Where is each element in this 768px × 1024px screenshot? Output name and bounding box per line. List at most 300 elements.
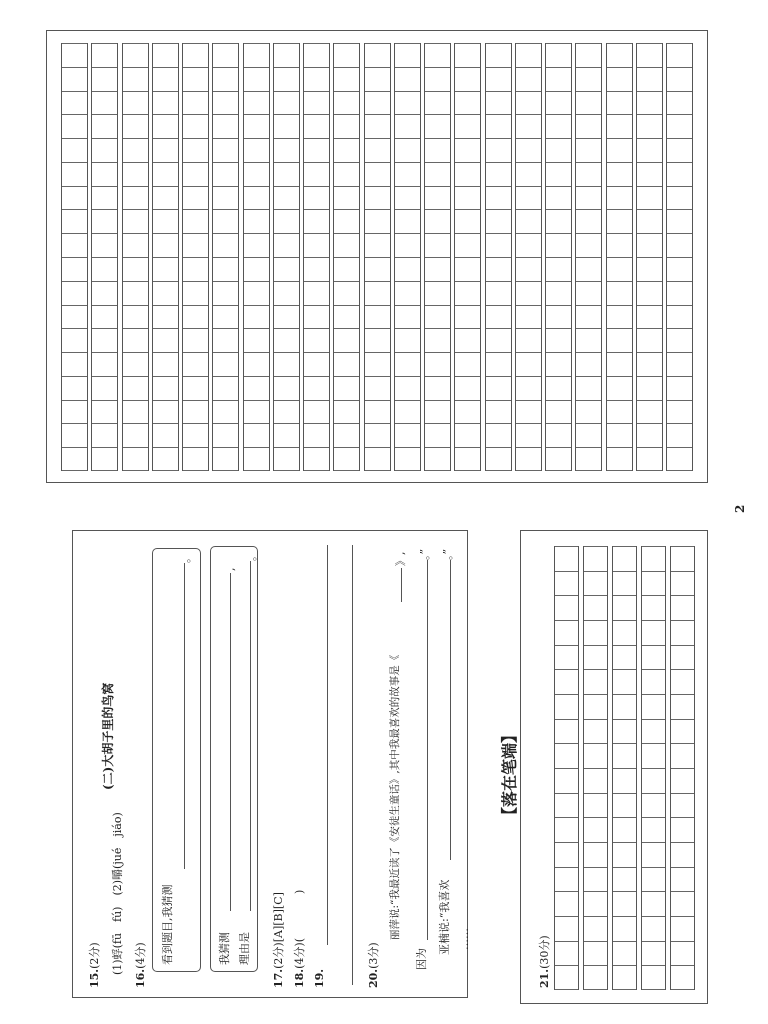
grid-cell (183, 352, 208, 376)
q20-line-4: …… (458, 928, 471, 950)
grid-cell (183, 376, 208, 400)
grid-cell (334, 447, 359, 471)
grid-cell (183, 281, 208, 305)
grid-cell (555, 965, 578, 990)
grid-cell (274, 423, 299, 447)
grid-cell (425, 305, 450, 329)
grid-cell (274, 186, 299, 210)
grid-cell (365, 400, 390, 424)
grid-column (273, 43, 300, 471)
grid-cell (92, 376, 117, 400)
grid-cell (62, 138, 87, 162)
grid-column (364, 43, 391, 471)
grid-cell (153, 43, 178, 67)
grid-cell (334, 67, 359, 91)
grid-cell (455, 233, 480, 257)
grid-cell (576, 257, 601, 281)
q20-score: (3分) (367, 942, 380, 969)
q20-blank-2 (427, 560, 428, 940)
grid-cell (365, 67, 390, 91)
grid-cell (637, 186, 662, 210)
grid-cell (395, 67, 420, 91)
grid-cell (637, 138, 662, 162)
q15-score: (2分) (88, 942, 101, 969)
grid-cell (671, 719, 694, 744)
grid-cell (334, 162, 359, 186)
grid-cell (555, 669, 578, 694)
grid-cell (153, 138, 178, 162)
grid-cell (244, 447, 269, 471)
grid-cell (455, 257, 480, 281)
grid-cell (92, 257, 117, 281)
grid-cell (395, 447, 420, 471)
grid-cell (584, 842, 607, 867)
grid-cell (274, 400, 299, 424)
grid-cell (516, 423, 541, 447)
grid-cell (274, 447, 299, 471)
q19-row (313, 969, 326, 988)
grid-cell (486, 257, 511, 281)
grid-cell (607, 400, 632, 424)
grid-cell (516, 186, 541, 210)
grid-cell (365, 257, 390, 281)
grid-cell (667, 376, 692, 400)
q20-line-2-end: 。” (418, 548, 431, 560)
grid-cell (516, 114, 541, 138)
grid-cell (576, 447, 601, 471)
grid-cell (584, 645, 607, 670)
grid-cell (365, 281, 390, 305)
grid-column (303, 43, 330, 471)
grid-cell (486, 186, 511, 210)
grid-cell (555, 694, 578, 719)
grid-column (182, 43, 209, 471)
grid-cell (555, 891, 578, 916)
grid-cell (667, 281, 692, 305)
grid-cell (613, 817, 636, 842)
grid-cell (455, 352, 480, 376)
grid-cell (486, 400, 511, 424)
q16-answer-line-3 (250, 561, 251, 911)
grid-cell (642, 620, 665, 645)
grid-cell (607, 43, 632, 67)
grid-cell (213, 352, 238, 376)
grid-cell (334, 352, 359, 376)
q17-row (270, 892, 286, 988)
grid-cell (213, 91, 238, 115)
grid-cell (274, 328, 299, 352)
grid-cell (425, 400, 450, 424)
grid-cell (244, 91, 269, 115)
grid-cell (274, 281, 299, 305)
grid-cell (516, 257, 541, 281)
grid-cell (274, 67, 299, 91)
writing-grid-bottom (554, 546, 695, 990)
grid-cell (576, 233, 601, 257)
grid-cell (584, 867, 607, 892)
grid-cell (62, 209, 87, 233)
grid-cell (455, 43, 480, 67)
grid-cell (62, 91, 87, 115)
q20-line-3-end: 。” (441, 548, 454, 560)
grid-cell (425, 257, 450, 281)
grid-cell (671, 793, 694, 818)
grid-cell (123, 114, 148, 138)
grid-cell (304, 186, 329, 210)
grid-cell (274, 233, 299, 257)
grid-cell (62, 257, 87, 281)
grid-cell (576, 67, 601, 91)
grid-cell (546, 114, 571, 138)
grid-cell (613, 546, 636, 571)
grid-cell (244, 43, 269, 67)
grid-cell (546, 281, 571, 305)
grid-cell (486, 138, 511, 162)
grid-cell (334, 233, 359, 257)
grid-cell (123, 209, 148, 233)
grid-cell (425, 209, 450, 233)
grid-cell (304, 257, 329, 281)
grid-cell (62, 423, 87, 447)
grid-cell (516, 162, 541, 186)
grid-cell (546, 352, 571, 376)
q21-label: 21. (538, 968, 551, 988)
grid-cell (183, 233, 208, 257)
grid-cell (671, 965, 694, 990)
grid-cell (642, 793, 665, 818)
grid-cell (455, 138, 480, 162)
grid-cell (516, 400, 541, 424)
grid-cell (667, 352, 692, 376)
grid-cell (62, 233, 87, 257)
grid-cell (365, 233, 390, 257)
grid-cell (613, 941, 636, 966)
grid-cell (395, 43, 420, 67)
grid-cell (92, 114, 117, 138)
writing-grid-panel-bottom (520, 530, 708, 1004)
grid-cell (671, 645, 694, 670)
grid-cell (365, 209, 390, 233)
grid-cell (546, 43, 571, 67)
grid-cell (637, 162, 662, 186)
grid-cell (667, 233, 692, 257)
grid-cell (365, 114, 390, 138)
grid-column (394, 43, 421, 471)
grid-cell (153, 376, 178, 400)
grid-cell (671, 620, 694, 645)
grid-cell (607, 91, 632, 115)
grid-cell (576, 43, 601, 67)
grid-cell (183, 328, 208, 352)
grid-cell (304, 138, 329, 162)
grid-cell (555, 768, 578, 793)
grid-cell (671, 571, 694, 596)
grid-column (670, 546, 695, 990)
grid-cell (304, 447, 329, 471)
grid-cell (425, 186, 450, 210)
grid-cell (546, 162, 571, 186)
grid-cell (92, 423, 117, 447)
grid-cell (334, 423, 359, 447)
grid-cell (123, 233, 148, 257)
grid-cell (92, 138, 117, 162)
grid-cell (334, 138, 359, 162)
q16-heading (132, 942, 148, 988)
grid-cell (613, 867, 636, 892)
grid-cell (455, 281, 480, 305)
grid-cell (584, 571, 607, 596)
grid-cell (642, 571, 665, 596)
q15-answer: (1)蜉(fū fú) (2)嚼(jué jiáo) (111, 812, 124, 975)
grid-cell (637, 423, 662, 447)
grid-cell (123, 400, 148, 424)
q21-score: (30分) (538, 935, 551, 969)
grid-cell (123, 447, 148, 471)
grid-cell (516, 328, 541, 352)
grid-cell (92, 447, 117, 471)
grid-cell (395, 423, 420, 447)
grid-cell (584, 620, 607, 645)
grid-cell (183, 447, 208, 471)
grid-cell (153, 91, 178, 115)
grid-cell (92, 328, 117, 352)
grid-cell (395, 162, 420, 186)
grid-cell (213, 257, 238, 281)
grid-cell (555, 842, 578, 867)
grid-cell (546, 233, 571, 257)
grid-cell (516, 43, 541, 67)
grid-cell (613, 571, 636, 596)
grid-cell (334, 186, 359, 210)
grid-cell (425, 162, 450, 186)
grid-cell (244, 281, 269, 305)
grid-cell (667, 67, 692, 91)
grid-cell (244, 423, 269, 447)
q16-answer-line-2 (230, 573, 231, 911)
q20-line-3: 亚楠说:“我喜欢 (438, 879, 451, 955)
grid-cell (123, 162, 148, 186)
grid-cell (213, 423, 238, 447)
grid-cell (304, 114, 329, 138)
grid-cell (62, 328, 87, 352)
grid-cell (584, 743, 607, 768)
grid-cell (455, 447, 480, 471)
grid-cell (637, 67, 662, 91)
grid-cell (455, 209, 480, 233)
q15-label: 15. (88, 968, 101, 988)
grid-cell (304, 91, 329, 115)
grid-column (575, 43, 602, 471)
grid-cell (584, 768, 607, 793)
grid-cell (183, 209, 208, 233)
grid-cell (667, 423, 692, 447)
grid-cell (486, 305, 511, 329)
grid-cell (546, 257, 571, 281)
grid-cell (153, 186, 178, 210)
grid-cell (642, 595, 665, 620)
grid-cell (244, 305, 269, 329)
grid-cell (123, 352, 148, 376)
grid-cell (455, 305, 480, 329)
grid-cell (637, 114, 662, 138)
grid-cell (667, 138, 692, 162)
grid-cell (546, 91, 571, 115)
grid-cell (334, 305, 359, 329)
grid-cell (153, 162, 178, 186)
grid-cell (365, 91, 390, 115)
grid-cell (244, 138, 269, 162)
grid-cell (213, 447, 238, 471)
grid-cell (546, 328, 571, 352)
grid-cell (584, 669, 607, 694)
grid-cell (62, 305, 87, 329)
grid-cell (637, 257, 662, 281)
grid-cell (613, 916, 636, 941)
grid-cell (62, 43, 87, 67)
grid-cell (637, 305, 662, 329)
grid-cell (576, 162, 601, 186)
grid-cell (667, 257, 692, 281)
q20-blank-3 (450, 560, 451, 860)
grid-cell (667, 447, 692, 471)
grid-cell (667, 43, 692, 67)
grid-cell (607, 162, 632, 186)
grid-cell (244, 233, 269, 257)
grid-cell (607, 305, 632, 329)
grid-cell (274, 91, 299, 115)
grid-cell (516, 376, 541, 400)
grid-cell (92, 43, 117, 67)
grid-cell (274, 209, 299, 233)
grid-cell (123, 43, 148, 67)
grid-column (515, 43, 542, 471)
grid-cell (92, 281, 117, 305)
grid-cell (425, 43, 450, 67)
grid-cell (334, 376, 359, 400)
grid-cell (334, 328, 359, 352)
grid-cell (183, 305, 208, 329)
grid-cell (671, 941, 694, 966)
grid-cell (576, 376, 601, 400)
grid-cell (613, 891, 636, 916)
grid-cell (576, 423, 601, 447)
grid-cell (546, 305, 571, 329)
grid-cell (555, 941, 578, 966)
grid-cell (637, 281, 662, 305)
grid-cell (642, 694, 665, 719)
grid-cell (576, 114, 601, 138)
grid-cell (455, 328, 480, 352)
grid-cell (455, 400, 480, 424)
q16-guess-box-1 (152, 548, 201, 972)
grid-cell (274, 43, 299, 67)
grid-cell (613, 595, 636, 620)
grid-cell (584, 941, 607, 966)
grid-cell (613, 694, 636, 719)
grid-cell (304, 376, 329, 400)
q20-blank-1 (401, 568, 402, 602)
grid-cell (607, 186, 632, 210)
grid-cell (576, 328, 601, 352)
grid-cell (671, 891, 694, 916)
grid-cell (555, 595, 578, 620)
grid-cell (274, 352, 299, 376)
grid-cell (546, 423, 571, 447)
grid-cell (153, 352, 178, 376)
grid-cell (637, 352, 662, 376)
grid-cell (274, 138, 299, 162)
q17-label: 17. (272, 968, 285, 988)
grid-cell (576, 400, 601, 424)
grid-cell (613, 793, 636, 818)
grid-cell (555, 743, 578, 768)
grid-cell (584, 719, 607, 744)
grid-cell (62, 376, 87, 400)
grid-cell (123, 257, 148, 281)
grid-cell (555, 916, 578, 941)
q18-label: 18. (293, 968, 306, 988)
grid-cell (455, 67, 480, 91)
grid-column (612, 546, 637, 990)
grid-cell (576, 91, 601, 115)
grid-cell (546, 376, 571, 400)
grid-column (61, 43, 88, 471)
grid-cell (123, 423, 148, 447)
grid-cell (153, 423, 178, 447)
grid-cell (486, 67, 511, 91)
grid-cell (334, 114, 359, 138)
grid-cell (667, 91, 692, 115)
grid-column (152, 43, 179, 471)
grid-cell (607, 257, 632, 281)
grid-cell (576, 209, 601, 233)
grid-cell (516, 352, 541, 376)
grid-cell (607, 352, 632, 376)
grid-cell (92, 209, 117, 233)
grid-cell (637, 43, 662, 67)
grid-cell (455, 114, 480, 138)
grid-cell (425, 281, 450, 305)
grid-cell (395, 186, 420, 210)
grid-column (583, 546, 608, 990)
grid-cell (576, 186, 601, 210)
grid-cell (613, 842, 636, 867)
grid-cell (153, 67, 178, 91)
grid-cell (455, 162, 480, 186)
grid-cell (455, 376, 480, 400)
grid-cell (671, 916, 694, 941)
grid-cell (584, 595, 607, 620)
grid-column (636, 43, 663, 471)
q19-answer-line-2 (352, 545, 353, 985)
grid-cell (365, 305, 390, 329)
grid-cell (555, 645, 578, 670)
grid-cell (607, 328, 632, 352)
grid-cell (123, 328, 148, 352)
grid-cell (304, 209, 329, 233)
grid-column (424, 43, 451, 471)
grid-cell (613, 768, 636, 793)
grid-cell (395, 138, 420, 162)
grid-cell (425, 91, 450, 115)
q16-comma: , (224, 567, 237, 571)
grid-cell (613, 620, 636, 645)
grid-cell (455, 423, 480, 447)
grid-cell (365, 138, 390, 162)
grid-cell (455, 91, 480, 115)
grid-cell (274, 257, 299, 281)
grid-cell (395, 281, 420, 305)
